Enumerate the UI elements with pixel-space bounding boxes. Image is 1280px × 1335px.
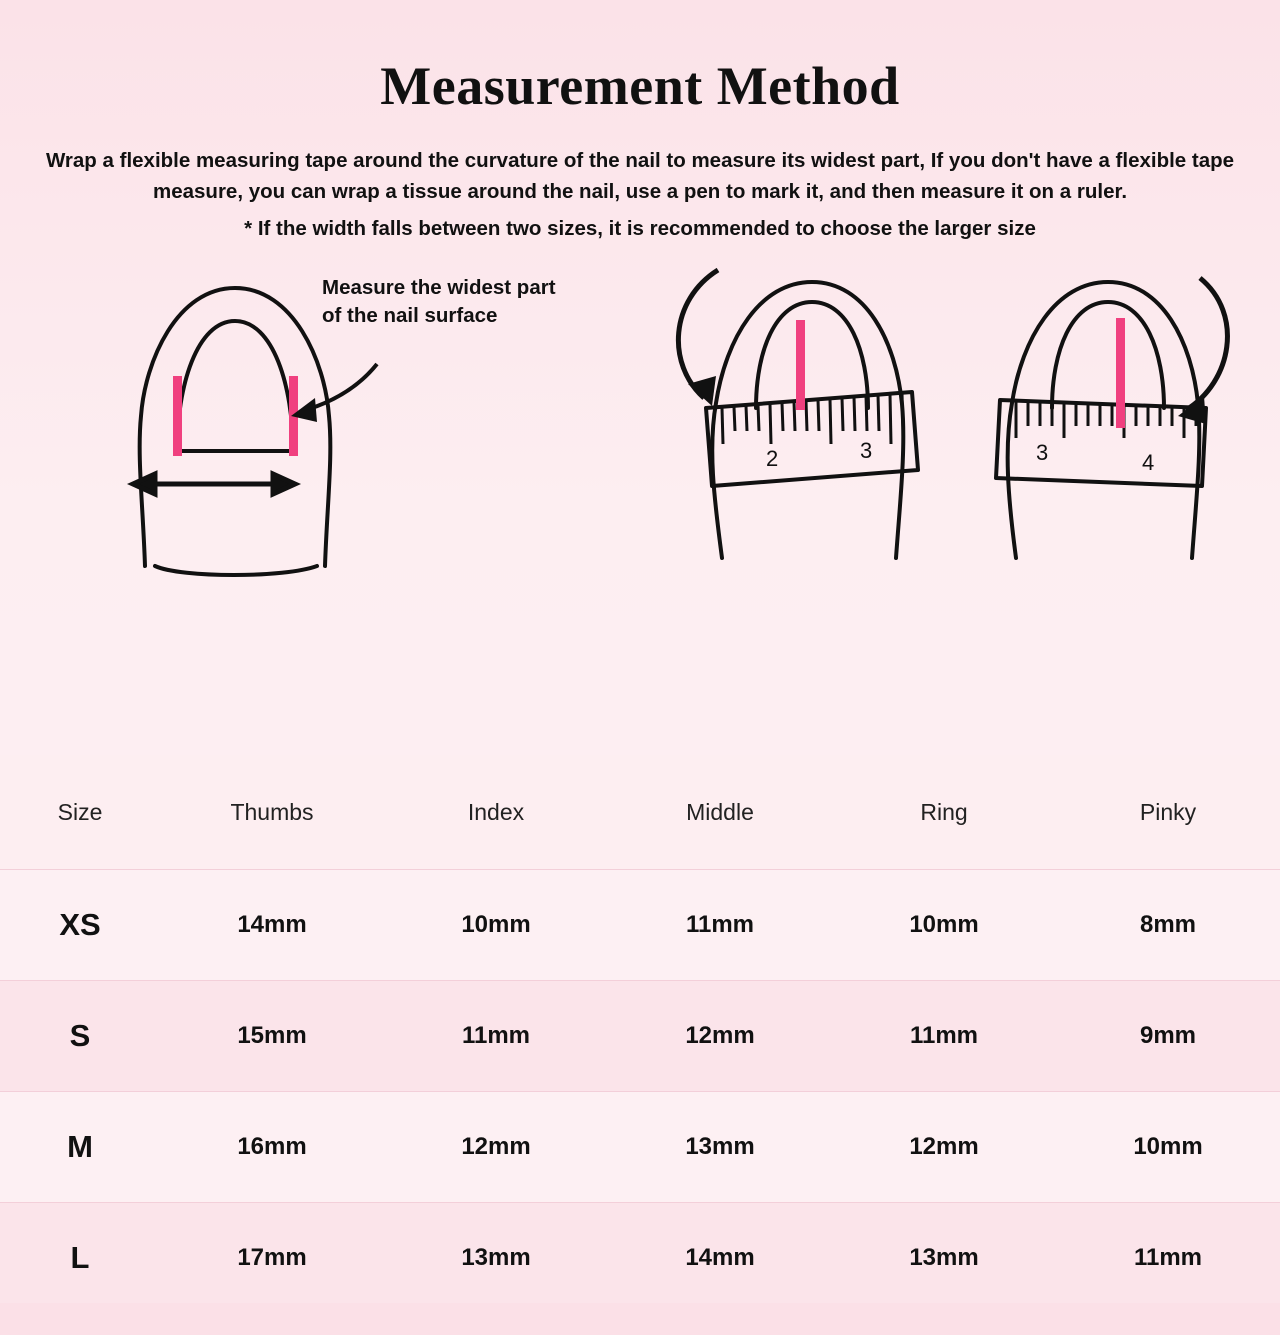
size-note-text: * If the width falls between two sizes, it is recommended to choose the larger size — [244, 217, 1036, 240]
bottom-strip — [0, 1303, 1280, 1335]
table-header — [0, 755, 1280, 870]
instructions-text: Wrap a flexible measuring tape around the curvature of the nail to measure its widest part, If you don't have a flexible tape measure, you can wrap a tissue around the nail, use a pen to mark it, and then measure it on a ruler. — [45, 149, 1235, 203]
column-header-middle: Middle — [608, 755, 832, 870]
ruler-tick-label-4: 4 — [1142, 450, 1155, 475]
ruler-right-svg — [960, 258, 1250, 588]
cell-size: M — [0, 1092, 160, 1203]
cell-pinky: 11mm — [1056, 1203, 1280, 1314]
column-header-ring: Ring — [832, 755, 1056, 870]
size-table — [0, 755, 1280, 1314]
cell-thumbs: 17mm — [160, 1203, 384, 1314]
table-row — [0, 981, 1280, 1092]
cell-index: 12mm — [384, 1092, 608, 1203]
size-chart — [0, 755, 1280, 1314]
cell-middle: 11mm — [608, 870, 832, 981]
callout-text — [322, 274, 622, 330]
cell-ring: 11mm — [832, 981, 1056, 1092]
cell-middle: 13mm — [608, 1092, 832, 1203]
column-header-thumbs: Thumbs — [160, 755, 384, 870]
column-header-size: Size — [0, 755, 160, 870]
table-header-row — [0, 755, 1280, 870]
instructions-block — [40, 145, 1240, 244]
cell-size: L — [0, 1203, 160, 1314]
cell-middle: 12mm — [608, 981, 832, 1092]
cell-ring: 10mm — [832, 870, 1056, 981]
pointer-arrow-left — [291, 364, 377, 422]
cell-pinky: 9mm — [1056, 981, 1280, 1092]
cell-index: 10mm — [384, 870, 608, 981]
column-header-index: Index — [384, 755, 608, 870]
width-arrow — [133, 474, 295, 494]
ruler-marker-middle — [796, 320, 805, 410]
cell-ring: 13mm — [832, 1203, 1056, 1314]
table-row — [0, 870, 1280, 981]
ruler-illustration-middle — [660, 258, 950, 593]
callout-line-2: of the nail surface — [322, 304, 498, 327]
cell-index: 11mm — [384, 981, 608, 1092]
cell-index: 13mm — [384, 1203, 608, 1314]
table-row — [0, 1203, 1280, 1314]
width-marker-left — [173, 376, 182, 456]
cell-pinky: 8mm — [1056, 870, 1280, 981]
ruler-illustration-right — [960, 258, 1250, 593]
table-body — [0, 870, 1280, 1314]
ruler-tick-label-3: 3 — [860, 438, 873, 463]
illustration-group — [0, 266, 1280, 606]
cell-pinky: 10mm — [1056, 1092, 1280, 1203]
cell-thumbs: 15mm — [160, 981, 384, 1092]
ruler-middle-svg — [660, 258, 950, 588]
page-title: Measurement Method — [380, 56, 900, 116]
table-row — [0, 1092, 1280, 1203]
ruler-tick-label-3: 3 — [1036, 440, 1049, 465]
cell-thumbs: 14mm — [160, 870, 384, 981]
cell-thumbs: 16mm — [160, 1092, 384, 1203]
ruler-marker-right — [1116, 318, 1125, 428]
ruler-tick-label-2: 2 — [766, 446, 779, 471]
pointer-arrow-middle — [678, 270, 718, 406]
column-header-pinky: Pinky — [1056, 755, 1280, 870]
callout-line-1: Measure the widest part — [322, 276, 556, 299]
cell-middle: 14mm — [608, 1203, 832, 1314]
cell-ring: 12mm — [832, 1092, 1056, 1203]
cell-size: XS — [0, 870, 160, 981]
cell-size: S — [0, 981, 160, 1092]
